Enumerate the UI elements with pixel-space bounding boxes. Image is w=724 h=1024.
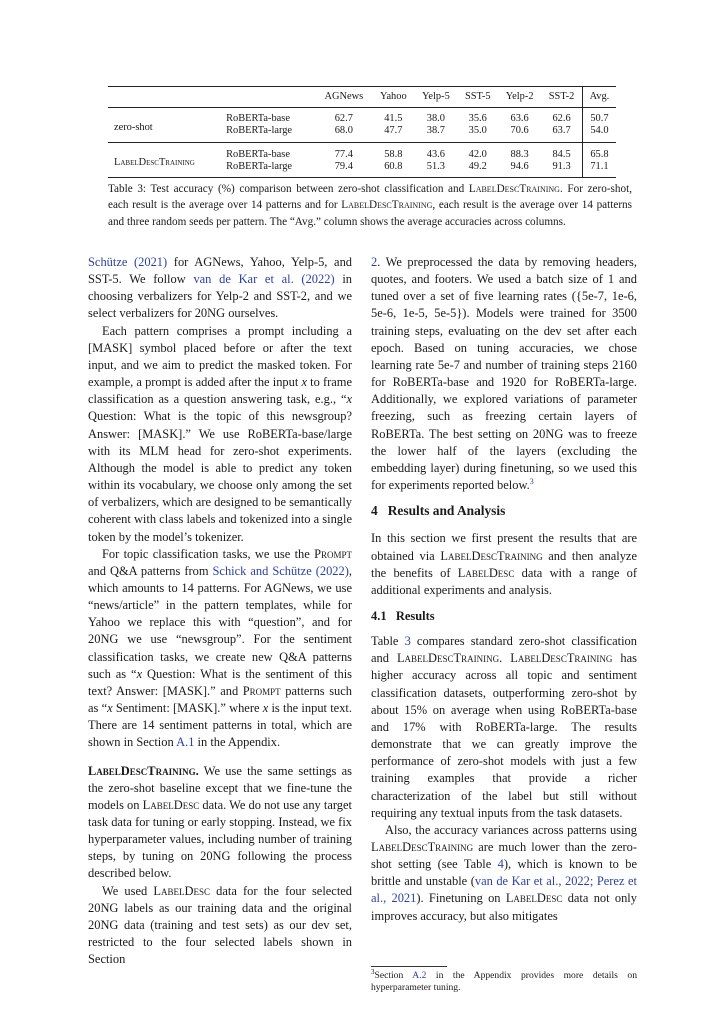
table-link[interactable]: 4 <box>497 857 504 872</box>
model-cell: RoBERTa-large <box>226 161 293 173</box>
subsection-heading: 4.1 Results <box>371 608 435 623</box>
section-link[interactable]: 2 <box>371 255 378 269</box>
model-cell: RoBERTa-base <box>226 112 290 124</box>
table-row <box>108 107 616 124</box>
avg-cell: 54.0 <box>582 125 616 143</box>
paragraph: Table 3 compares standard zero-shot classification and LabelDescTraining. LabelDescTraining has higher accuracy across all topic and sentiment classification datasets, outperforming zero-shot by about 15% on average when using RoBERTa-base and 17% with RoBERTa-large. The results demonstrate that we can greatly improve the performance of zero-shot models with just a few training examples that provide a richer characterization of the label but still without requiring any textual inputs from the task datasets. <box>371 634 637 820</box>
footnote: $^3$Section A.2 in the Appendix provides more details on hyperparameter tuning. <box>371 967 637 993</box>
paragraph: Also, the accuracy variances across patterns using LabelDescTraining are much lower than the zero-shot setting (see Table 4), which is known to be brittle and unstable (van de Kar et al., 2022; Perez et al., 2021). Finetuning on LabelDesc data not only improves accuracy, but also mitigates <box>371 822 638 923</box>
footnote-marker[interactable]: 3 <box>529 476 534 486</box>
section-link[interactable]: A.2 <box>412 970 427 981</box>
value-cell: 38.0 <box>426 112 445 124</box>
left-column <box>88 254 352 968</box>
value-cell: 58.8 <box>384 149 403 161</box>
value-cell: 49.2 <box>468 161 487 173</box>
table-header-cell: AGNews <box>324 91 364 102</box>
paragraph: LabelDescTraining. We use the same settings as the zero-shot baseline except that we fine-tune the models on LabelDesc data. We do not use any target task data for tuning or early stopping. Instead, we fix hyperparameter values, including number of training steps, by tuning on 20NG following the process described below. <box>88 763 352 881</box>
table-header-cell: Yahoo <box>379 91 407 102</box>
method-cell-zero-shot: zero-shot <box>114 121 153 133</box>
paragraph: Schütze (2021) for AGNews, Yahoo, Yelp-5, and SST-5. We follow van de Kar et al. (2022) in choosing verbalizers for Yelp-2 and SST-2, and we select verbalizers for 20NG ourselves. <box>88 255 353 321</box>
value-cell: 41.5 <box>384 112 403 124</box>
value-cell: 77.4 <box>334 149 353 161</box>
results-table <box>108 86 616 178</box>
run-in-heading: LabelDescTraining. <box>88 763 199 778</box>
value-cell: 63.6 <box>510 112 529 124</box>
avg-cell: 50.7 <box>582 107 616 124</box>
method-cell-labeldesctraining: LabelDescTraining <box>114 157 195 169</box>
table-header-model <box>223 87 315 108</box>
avg-cell: 65.8 <box>582 143 616 161</box>
table-link[interactable]: 3 <box>404 634 411 649</box>
value-cell: 35.0 <box>468 124 487 136</box>
section-heading: 4 Results and Analysis <box>371 503 506 519</box>
table-header-cell: Avg. <box>582 87 616 108</box>
table-header-row <box>108 87 616 108</box>
value-cell: 35.6 <box>468 112 487 124</box>
citation-link[interactable]: Schütze (2021) <box>88 255 168 269</box>
table-row <box>108 143 616 161</box>
caption-label: Table 3: <box>108 183 147 195</box>
value-cell: 79.4 <box>334 161 353 173</box>
table-caption: Table 3: Test accuracy (%) comparison between zero-shot classification and LabelDescTraining. For zero-shot, each result is the average over 14 patterns and for LabelDescTraining, each result is the average over 14 patterns and three random seeds per pattern. The “Avg.” column shows the average accuracies across columns. <box>108 183 633 228</box>
value-cell: 84.5 <box>552 149 571 161</box>
value-cell: 70.6 <box>510 124 529 136</box>
value-cell: 43.6 <box>426 149 445 161</box>
paragraph: We used LabelDesc data for the four selected 20NG labels as our training data and the original 20NG data (training and test sets) as our dev set, restricted to the four selected labels shown in Section <box>88 883 353 967</box>
paragraph: In this section we first present the results that are obtained via LabelDescTraining and then analyze the benefits of LabelDesc data with a range of additional experiments and analysis. <box>371 531 637 597</box>
citation-link[interactable]: Schick and Schütze (2022) <box>212 563 349 578</box>
table-header-cell: SST-2 <box>548 91 575 102</box>
value-cell: 63.7 <box>552 124 571 136</box>
value-cell: 88.3 <box>510 149 529 161</box>
model-cell: RoBERTa-base <box>226 149 290 161</box>
section-link[interactable]: A.1 <box>176 735 195 750</box>
footnote-rule <box>371 966 447 967</box>
value-cell: 62.7 <box>334 112 353 124</box>
table-header-cell: Yelp-2 <box>505 91 534 102</box>
paragraph: 2. We preprocessed the data by removing headers, quotes, and footers. We used a batch size of 1 and tuned over a set of five learning rates ({5e-7, 1e-6, 5e-6, 1e-5, 5e-5}). Models were trained for 3500 training steps, evaluating on the dev set after each epoch. Based on tuning accuracies, we chose learning rate 5e-7 and number of training steps 2160 for RoBERTa-base and 1920 for RoBERTa-large. Additionally, we explored variations of parameter freezing, such as freezing certain layers of RoBERTa. The best setting on 20NG was to freeze the lower half of the layers (excluding the embedding layer) during finetuning, so we used this for experiments reported below.$^3$ <box>371 255 637 493</box>
value-cell: 38.7 <box>426 124 445 136</box>
value-cell: 94.6 <box>510 161 529 173</box>
table-header-method <box>108 87 223 108</box>
citation-link[interactable]: van de Kar et al., 2022; Perez et al., 2021 <box>371 874 637 906</box>
model-cell: RoBERTa-large <box>226 124 293 136</box>
value-cell: 42.0 <box>468 149 487 161</box>
paragraph: For topic classification tasks, we use the Prompt and Q&A patterns from Schick and Schütze (2022), which amounts to 14 patterns. For AGNews, we use “news/article” in the pattern templates, while for Yahoo we replace this with “question”, and for 20NG we use “newsgroup”. For the sentiment classification tasks, we create new Q&A patterns such as “x Question: What is the sentiment of this text? Answer: [MASK].” and Prompt patterns such as “x Sentiment: [MASK].” where x is the input text. There are 14 sentiment patterns in total, which are shown in Section A.1 in the Appendix. <box>88 546 353 750</box>
value-cell: 62.6 <box>552 112 571 124</box>
table-header-cell: Yelp-5 <box>421 91 450 102</box>
value-cell: 68.0 <box>334 124 353 136</box>
value-cell: 51.3 <box>426 161 445 173</box>
paragraph: Each pattern comprises a prompt including a [MASK] symbol placed before or after the text input, and we aim to predict the masked token. For example, a prompt is added after the input x to frame classification as a question answering task, e.g., “x Question: What is the topic of this newsgroup? Answer: [MASK].” We use RoBERTa-base/large with its MLM head for zero-shot experiments. Although the model is able to predict any token within its vocabulary, we choose only among the set of verbalizers, which are designed to be semantically coherent with class labels and tokenized into a single token by the model’s tokenizer. <box>88 323 352 544</box>
value-cell: 91.3 <box>552 161 571 173</box>
avg-cell: 71.1 <box>582 161 616 177</box>
right-column <box>371 254 637 925</box>
citation-link[interactable]: van de Kar et al. (2022) <box>193 272 335 287</box>
table-header-cell: SST-5 <box>464 91 491 102</box>
value-cell: 47.7 <box>384 124 403 136</box>
value-cell: 60.8 <box>384 161 403 173</box>
